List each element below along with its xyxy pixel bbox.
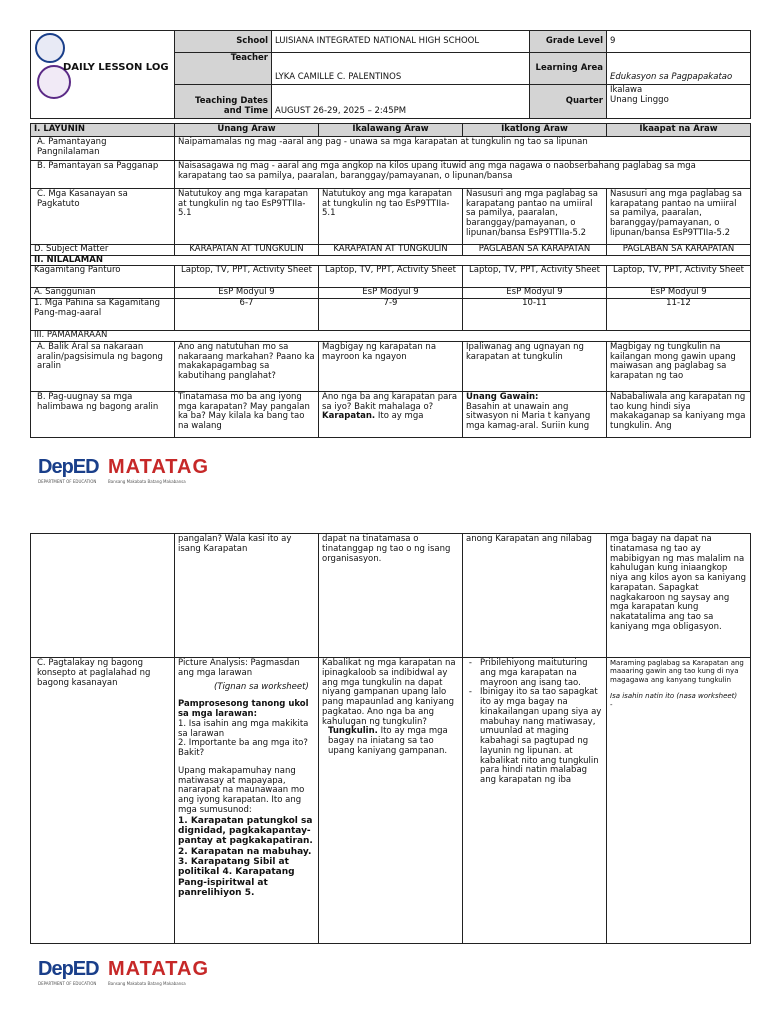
row-label: C. Mga Kasanayan sa Pagkatuto [31, 188, 175, 244]
row-label: 1. Mga Pahina sa Kagamitang Pang-mag-aaral [31, 299, 175, 331]
kasanayan-day4: Nasusuri ang mga paglabag sa karapatang pantao na umiiral sa pamilya, paaralan, baranggay/pamayanan, o lipunan/bansa EsP9TTIIa-5.2 [607, 188, 751, 244]
row-label: A. Pamantayang Pangnilalaman [31, 136, 175, 160]
header-table [30, 30, 751, 119]
pamantayan-pagganap: Naisasagawa ng mag - aaral ang mga angkop na kilos upang ituwid ang mga nagawa o naobserbahang paglabag sa mga karapatang tao sa pamilya, paaralan, baranggay/pamayanan, o lipunan/bansa [175, 160, 751, 188]
teacher-label: Teacher [175, 53, 272, 85]
pahina-day2: 7-9 [319, 299, 463, 331]
pag-uugnay-day4-cont: mga bagay na dapat na tinatamasa ng tao ay mabibigyan ng mas malalim na kahulugan kung iniaangkop niya ang kilos ayon sa kaniyang karapatan. Sapagkat nagkakaroon ng saysay ang mga karapatan kung nakatatalima ang tao sa kaniyang mga obligasyon. [607, 534, 751, 658]
list-item: - Ibinigay ito sa tao sapagkat ito ay mga bagay na kinakailangan upang siya ay mabuhay nang matiwasay, umuunlad at maging kabahagi sa pagtupad ng layunin ng lipunan. at kabalikat nito ang tungkulin para hindi natin malabag ang karapatan ng iba [480, 688, 603, 786]
grade-label: Grade Level [530, 31, 607, 53]
row-label: B. Pamantayan sa Pagganap [31, 160, 175, 188]
section-nilalaman: II. NILALAMAN [31, 255, 751, 266]
balik-aral-day2: Magbigay ng karapatan na mayroon ka ngayon [319, 341, 463, 391]
footer-logos-2: DepED DEPARTMENT OF EDUCATION [38, 958, 99, 986]
pag-uugnay-day2: Ano nga ba ang karapatan para sa iyo? Bakit mahalaga o? Karapatan. Ito ay mga [319, 391, 463, 437]
row-label: A. Sanggunian [31, 288, 175, 299]
school-value: LUISIANA INTEGRATED NATIONAL HIGH SCHOOL [272, 31, 530, 53]
day-2-header: Ikalawang Araw [319, 124, 463, 137]
day-1-header: Unang Araw [175, 124, 319, 137]
pahina-day3: 10-11 [463, 299, 607, 331]
section-pamamaraan: III. PAMAMARAAN [31, 331, 751, 342]
deped-logo: DepED [38, 456, 99, 478]
matatag-logo: MATATAG Bansang Makabata Batang Makabansa [108, 456, 210, 484]
page-title: DAILY LESSON LOG [63, 62, 169, 73]
deped-logo: DepED [38, 958, 99, 980]
pagtalakay-day1: Picture Analysis: Pagmasdan ang mga larawan (Tignan sa worksheet) Pamprosesong tanong ukol sa mga larawan: 1. Isa isahin ang mga makikita sa larawan 2. Importante ba ang mga ito? Bakit? Upang makapamuhay nang matiwasay at mapayapa, nararapat na maunawaan mo ang iyong karapatan. Ito ang mga sumusunod: 1. Karapatan patungkol sa dignidad, pagkakapantay-pantay at pagkakapatiran. 2. Karapatan na mabuhay. 3. Karapatang Sibil at politikal 4. Karapatang Pang-ispiritwal at panrelihiyon 5. [175, 658, 319, 944]
dates-label: Teaching Dates and Time [175, 85, 272, 119]
kasanayan-day2: Natutukoy ang mga karapatan at tungkulin ng tao EsP9TTIIa-5.1 [319, 188, 463, 244]
kasanayan-day3: Nasusuri ang mga paglabag sa karapatang pantao na umiiral sa pamilya, paaralan, baranggay/pamayanan, o lipunan/bansa EsP9TTIIa-5.2 [463, 188, 607, 244]
balik-aral-day3: Ipaliwanag ang ugnayan ng karapatan at tungkulin [463, 341, 607, 391]
pahina-day4: 11-12 [607, 299, 751, 331]
quarter-value-1: Ikalawa [610, 85, 643, 95]
subject-day3: PAGLABAN SA KARAPATAN [463, 244, 607, 255]
sanggunian-day1: EsP Modyul 9 [175, 288, 319, 299]
section-layunin: I. LAYUNIN [31, 124, 175, 137]
kagamitan-day1: Laptop, TV, PPT, Activity Sheet [175, 266, 319, 288]
pagtalakay-day3 [463, 658, 607, 944]
sanggunian-day2: EsP Modyul 9 [319, 288, 463, 299]
logo-cell [31, 31, 175, 119]
kagamitan-day4: Laptop, TV, PPT, Activity Sheet [607, 266, 751, 288]
row-label: C. Pagtalakay ng bagong konsepto at paglalahad ng bagong kasanayan [31, 658, 175, 944]
balik-aral-day1: Ano ang natutuhan mo sa nakaraang markahan? Paano ka makakapagambag sa kabutihang panglahat? [175, 341, 319, 391]
day-4-header: Ikaapat na Araw [607, 124, 751, 137]
kagamitan-day2: Laptop, TV, PPT, Activity Sheet [319, 266, 463, 288]
pag-uugnay-day3-cont: anong Karapatan ang nilabag [463, 534, 607, 658]
pamantayang-nilalaman: Naipamamalas ng mag -aaral ang pag - unawa sa mga karapatan at tungkulin ng tao sa lipunan [175, 136, 751, 160]
teacher-value: LYKA CAMILLE C. PALENTINOS [272, 53, 530, 85]
pag-uugnay-day4: Nababaliwala ang karapatan ng tao kung hindi siya makakaganap sa kaniyang mga tungkulin. Ang [607, 391, 751, 437]
row-label: Kagamitang Panturo [31, 266, 175, 288]
kagamitan-day3: Laptop, TV, PPT, Activity Sheet [463, 266, 607, 288]
row-label: B. Pag-uugnay sa mga halimbawa ng bagong aralin [31, 391, 175, 437]
quarter-label: Quarter [530, 85, 607, 119]
balik-aral-day4: Magbigay ng tungkulin na kailangan mong gawin upang maiwasan ang paglabag sa karapatan ng tao [607, 341, 751, 391]
lesson-table [30, 123, 751, 438]
grade-value: 9 [607, 31, 751, 53]
quarter-value [607, 85, 751, 119]
deped-seal-icon [35, 33, 65, 63]
list-item: - Pribilehiyong maituturing ang mga karapatan na mayroon ang isang tao. [480, 659, 603, 688]
sanggunian-day3: EsP Modyul 9 [463, 288, 607, 299]
subject-day1: KARAPATAN AT TUNGKULIN [175, 244, 319, 255]
lesson-table-continued [30, 533, 751, 944]
dates-value: AUGUST 26-29, 2025 – 2:45PM [272, 85, 530, 119]
pag-uugnay-day1: Tinatamasa mo ba ang iyong mga karapatan? May pangalan ka ba? May kilala ka bang tao na walang [175, 391, 319, 437]
subject-day2: KARAPATAN AT TUNGKULIN [319, 244, 463, 255]
school-label: School [175, 31, 272, 53]
pagtalakay-day2: Kabalikat ng mga karapatan na ipinagkaloob sa indibidwal ay ang mga tungkulin na dapat niyang gampanan upang lalo pang mapaunlad ang kaniyang pagkatao. Ano nga ba ang kahulugan ng tungkulin? Tungkulin. Ito ay mga mga bagay na iniatang sa tao upang kaniyang gampanan. [319, 658, 463, 944]
row-label: D. Subject Matter [31, 244, 175, 255]
kasanayan-day1: Natutukoy ang mga karapatan at tungkulin ng tao EsP9TTIIa-5.1 [175, 188, 319, 244]
subject-day4: PAGLABAN SA KARAPATAN [607, 244, 751, 255]
quarter-value-2: Unang Linggo [610, 94, 669, 105]
footer-logos: DepED DEPARTMENT OF EDUCATION [38, 456, 99, 484]
row-label-empty [31, 534, 175, 658]
area-value: Edukasyon sa Pagpapakatao [607, 53, 751, 85]
area-label: Learning Area [530, 53, 607, 85]
row-label: A. Balik Aral sa nakaraan aralin/pagsisimula ng bagong aralin [31, 341, 175, 391]
day-3-header: Ikatlong Araw [463, 124, 607, 137]
pag-uugnay-day1-cont: pangalan? Wala kasi ito ay isang Karapatan [175, 534, 319, 658]
matatag-logo: MATATAG Bansang Makabata Batang Makabansa [108, 958, 210, 986]
pag-uugnay-day2-cont: dapat na tinatamasa o tinatanggap ng tao o ng isang organisasyon. [319, 534, 463, 658]
pahina-day1: 6-7 [175, 299, 319, 331]
pag-uugnay-day3: Unang Gawain: Basahin at unawain ang sitwasyon ni Maria t kanyang mga kamag-aral. Suriin kung [463, 391, 607, 437]
pagtalakay-day4: Maraming paglabag sa Karapatan ang maaaring gawin ang tao kung di nya magagawa ang kanyang tungkulin Isa isahin natin ito (nasa worksheet) - [607, 658, 751, 944]
sanggunian-day4: EsP Modyul 9 [607, 288, 751, 299]
